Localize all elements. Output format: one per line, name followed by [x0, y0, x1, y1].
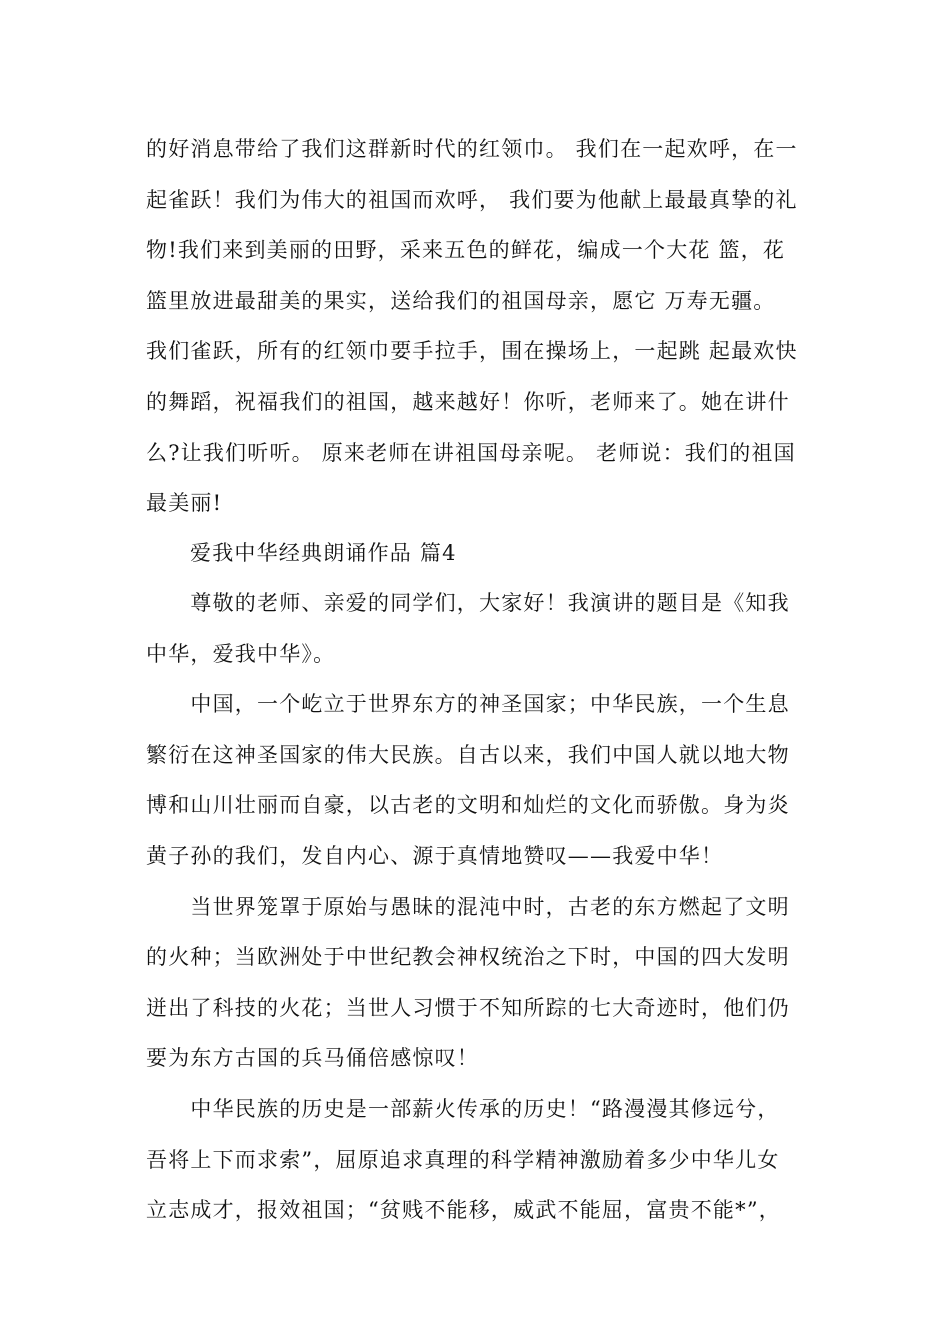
text-line: 中华，爱我中华》。	[146, 641, 336, 666]
text-line: 最美丽!	[146, 491, 223, 516]
text-line: 么?让我们听听。 原来老师在讲祖国母亲呢。 老师说：我们的祖国	[146, 440, 796, 465]
text-line: 繁衍在这神圣国家的伟大民族。自古以来，我们中国人就以地大物	[146, 742, 790, 767]
text-line: 立志成才，报效祖国；“贫贱不能移，威武不能屈，富贵不能*”，	[146, 1198, 781, 1223]
speech-body	[146, 578, 811, 1236]
text-line: 的火种；当欧洲处于中世纪教会神权统治之下时，中国的四大发明	[146, 945, 790, 970]
text-line: 迸出了科技的火花；当世人习惯于不知所踪的七大奇迹时，他们仍	[146, 995, 790, 1020]
text-line: 黄子孙的我们，发自内心、源于真情地赞叹——我爱中华！	[146, 843, 724, 868]
text-line: 博和山川壮丽而自豪，以古老的文明和灿烂的文化而骄傲。身为炎	[146, 793, 790, 818]
text-line: 当世界笼罩于原始与愚昧的混沌中时，古老的东方燃起了文明	[146, 894, 790, 919]
text-line: 的好消息带给了我们这群新时代的红领巾。 我们在一起欢呼，在一	[146, 137, 798, 161]
section-heading: 爱我中华经典朗诵作品 篇4	[190, 541, 457, 565]
text-line: 中华民族的历史是一部薪火传承的历史！“路漫漫其修远兮，	[146, 1096, 780, 1121]
text-line: 物!我们来到美丽的田野，采来五色的鲜花，编成一个大花 篮，花	[146, 238, 786, 263]
text-line: 尊敬的老师、亲爱的同学们，大家好！我演讲的题目是《知我	[146, 591, 790, 615]
text-line: 吾将上下而求索”，屈原追求真理的科学精神激励着多少中华儿女	[146, 1147, 780, 1172]
text-line: 中国，一个屹立于世界东方的神圣国家；中华民族，一个生息	[146, 692, 790, 717]
paragraph-continuation	[146, 124, 811, 529]
text-line: 起雀跃！我们为伟大的祖国而欢呼， 我们要为他献上最最真挚的礼	[146, 187, 798, 212]
text-line: 要为东方古国的兵马俑倍感惊叹！	[146, 1046, 479, 1071]
text-line: 的舞蹈，祝福我们的祖国，越来越好！你听，老师来了。她在讲什	[146, 389, 790, 414]
text-line: 篮里放进最甜美的果实，送给我们的祖国母亲，愿它 万寿无疆。	[146, 288, 776, 313]
text-line: 我们雀跃，所有的红领巾要手拉手，围在操场上，一起跳 起最欢快	[146, 339, 798, 364]
